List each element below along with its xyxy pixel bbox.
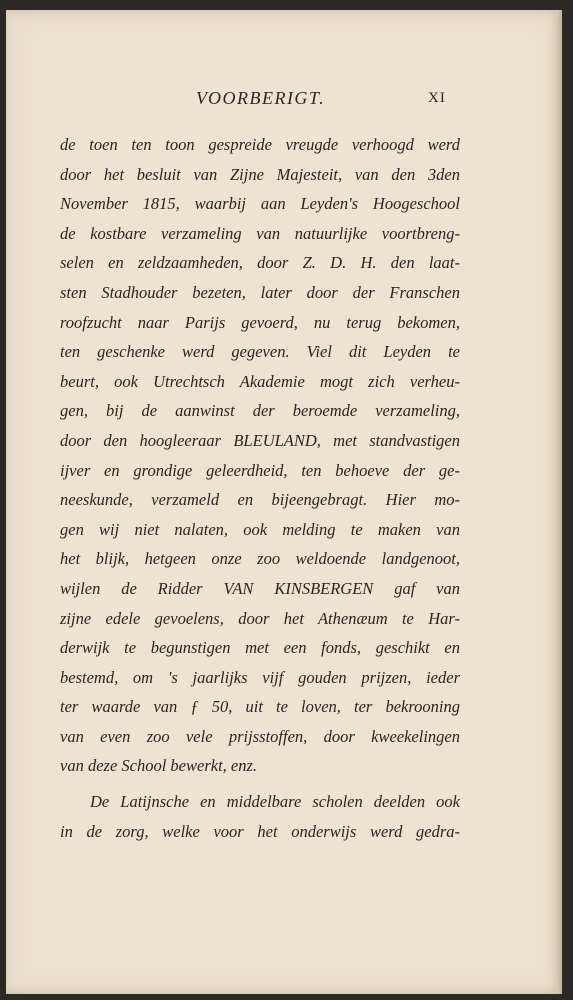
text-line: sten Stadhouder bezeten, later door der Franschen — [60, 282, 460, 302]
text-line: ten geschenke werd gegeven. Viel dit Leyden te — [60, 342, 460, 362]
text-line: November 1815, waarbij aan Leyden's Hoogeschool — [60, 194, 460, 214]
text-line: wijlen de Ridder VAN KINSBERGEN gaf van — [60, 578, 460, 598]
body-text — [60, 130, 460, 846]
text-line: beurt, ook Utrechtsch Akademie mogt zich verheu- — [60, 371, 460, 391]
text-line: bestemd, om 's jaarlijks vijf gouden prijzen, ieder — [60, 667, 460, 687]
text-line: van deze School bewerkt, enz. — [60, 756, 258, 776]
text-line: neeskunde, verzameld en bijeengebragt. Hier mo- — [60, 490, 460, 510]
paragraph-1 — [60, 130, 460, 781]
page-header — [6, 88, 562, 112]
text-line: het blijk, hetgeen onze zoo weldoende landgenoot, — [60, 549, 460, 569]
text-line: De Latijnsche en middelbare scholen deelden ook — [90, 792, 460, 812]
text-line: gen, bij de aanwinst der beroemde verzameling, — [60, 401, 460, 421]
running-title: VOORBERIGT. — [196, 88, 326, 108]
text-line: in de zorg, welke voor het onderwijs werd gedra- — [60, 821, 460, 841]
text-line: selen en zeldzaamheden, door Z. D. H. den laat- — [60, 253, 460, 273]
book-page — [6, 10, 562, 994]
text-line: door het besluit van Zijne Majesteit, van den 3den — [60, 164, 460, 184]
text-line: gen wij niet nalaten, ook melding te maken van — [60, 519, 460, 539]
paragraph-2 — [60, 787, 460, 846]
text-line: ter waarde van ƒ 50, uit te loven, ter bekrooning — [60, 697, 460, 717]
text-line: derwijk te begunstigen met een fonds, geschikt en — [60, 638, 460, 658]
text-line: zijne edele gevoelens, door het Athenæum te Har- — [60, 608, 460, 628]
text-line: ijver en grondige geleerdheid, ten behoeve der ge- — [60, 460, 460, 480]
text-line: roofzucht naar Parijs gevoerd, nu terug bekomen, — [60, 312, 460, 332]
page-number: XI — [428, 90, 446, 106]
page-edge-shadow — [556, 10, 562, 994]
text-line: de toen ten toon gespreide vreugde verhoogd werd — [60, 135, 460, 154]
text-line: door den hoogleeraar BLEULAND, met standvastigen — [60, 430, 460, 450]
text-line: van even zoo vele prijsstoffen, door kweekelingen — [60, 726, 460, 746]
text-line: de kostbare verzameling van natuurlijke voortbreng- — [60, 223, 460, 243]
